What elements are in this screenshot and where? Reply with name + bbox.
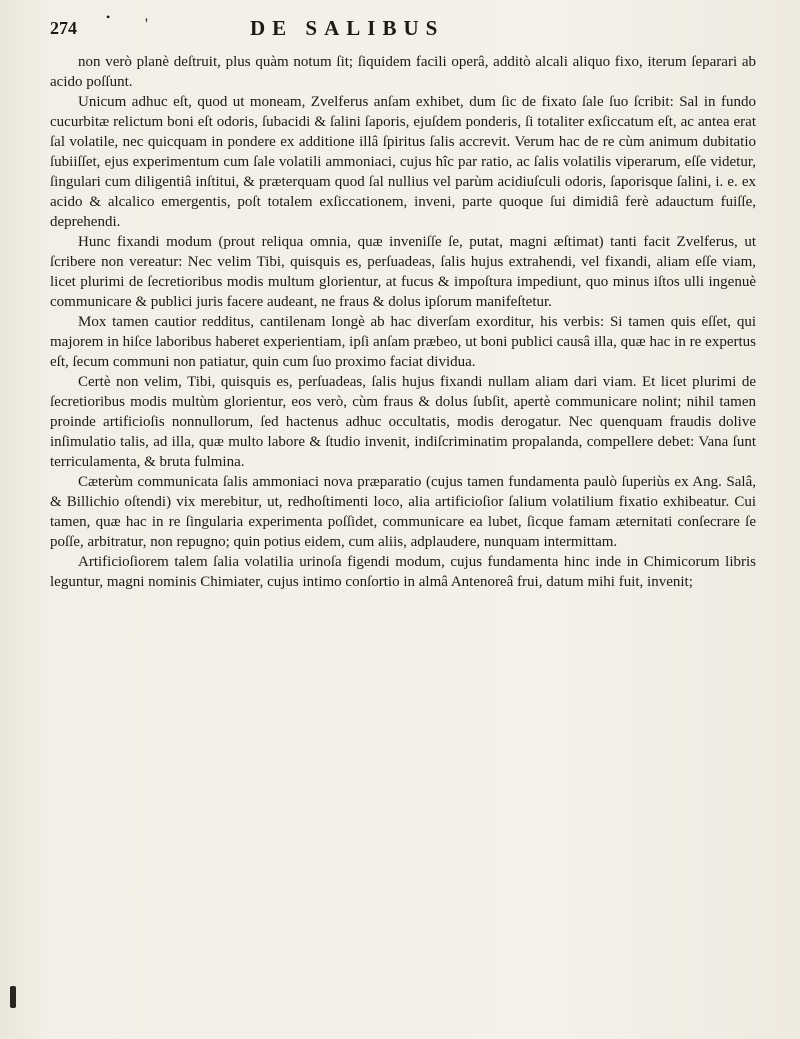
paragraph: Hunc fixandi modum (prout reliqua omnia, quæ inveniſſe ſe, putat, magni æſtimat) tanti facit Zvelferus, ut ſcribere non vereatur: Nec velim Tibi, quisquis es, perſuadeas, ſalis hujus extrahendi, vel fixandi, aliam eſſe viam, licet plurimi de ſecretioribus modis multum glorientur, at fucus & impoſtura impediunt, quo minus iſtos ulli ingenuè communicare & publici juris facere audeant, ne fraus & dolus ipſorum manifeſtetur. xyxy=(50,234,756,310)
page-header xyxy=(50,12,750,42)
signature-mark: ' xyxy=(145,16,148,33)
running-head: DE SALIBUS xyxy=(250,16,445,40)
top-mark: • xyxy=(106,10,111,24)
paragraph: Unicum adhuc eſt, quod ut moneam, Zvelferus anſam exhibet, dum ſic de fixato ſale ſuo ſcribit: Sal in fundo cucurbitæ relictum boni eſt odoris, ſubacidi & ſalini ſaporis, ejuſdem ponderis, ſi totaliter exſiccatum eſt, ac antea erat ſal volatile, nec quicquam in pondere ex additione illâ ſpiritus ſalis accrevit. Verum hac de re cùm animum dubitatio ſubiiſſet, ejus experimentum cum ſale volatili ammoniaci, cujus hîc par ratio, ac ſalis volatilis viperarum, eſſe videtur, ſingulari cum diligentiâ inſtitui, & præterquam quod ſal nullius vel parùm acidiuſculi odoris, ſaporisque ſalini, i. e. ex acido & alcalico emergentis, poſt totalem exſiccationem, inveni, parte quoque ſui dimidiâ ferè adauctum fuiſſe, deprehendi. xyxy=(50,94,756,230)
paragraph: non verò planè deſtruit, plus quàm notum ſit; ſiquidem facili operâ, additò alcali aliquo fixo, iterum ſeparari ab acido poſſunt. xyxy=(50,54,756,90)
body-text xyxy=(50,52,756,992)
margin-ink-mark xyxy=(10,986,16,1008)
paragraph: Cæterùm communicata ſalis ammoniaci nova præparatio (cujus tamen fundamenta paulò ſuperiùs ex Ang. Salâ, & Billichio oſtendi) vix merebitur, ut, redhoſtimenti loco, alia artificioſior ſalium volatilium fixatio exhibeatur. Cui tamen, quæ hac in re ſingularia experimenta poſſidet, communicare ea lubet, ſicque famam æternitati conſecrare ſe poſſe, arbitratur, non repugno; quin potius eidem, cum aliis, adplaudere, nunquam intermittam. xyxy=(50,474,756,550)
paragraph: Certè non velim, Tibi, quisquis es, perſuadeas, ſalis hujus fixandi nullam aliam dari viam. Et licet plurimi de ſecretioribus modis multùm glorientur, eos verò, cùm fraus & dolus ſubſit, apertè communicare nolint; nihil tamen proinde artificioſis nonnullorum, ſed hactenus adhuc occultatis, modis derogatur. Nec quenquam fraudis dolive inſimulatio talis, ad illa, quæ multo labore & ſtudio invenit, indiſcriminatim propalanda, compellere debet: Vana ſunt terriculamenta, & bruta fulmina. xyxy=(50,374,756,470)
paragraph: Mox tamen cautior redditus, cantilenam longè ab hac diverſam exorditur, his verbis: Si tamen quis eſſet, qui majorem in hiſce laboribus haberet experientiam, ipſi anſam præbeo, ut boni publici causâ illa, quæ hac in re expertus eſt, ſecum communi non patiatur, quin cum ſuo proximo faciat dividua. xyxy=(50,314,756,370)
page-number: 274 xyxy=(50,18,77,38)
paragraph: Artificioſiorem talem ſalia volatilia urinoſa figendi modum, cujus fundamenta hinc inde in Chimicorum libris leguntur, magni nominis Chimiater, cujus intimo conſortio in almâ Antenoreâ frui, datum mihi fuit, invenit; xyxy=(50,554,756,590)
